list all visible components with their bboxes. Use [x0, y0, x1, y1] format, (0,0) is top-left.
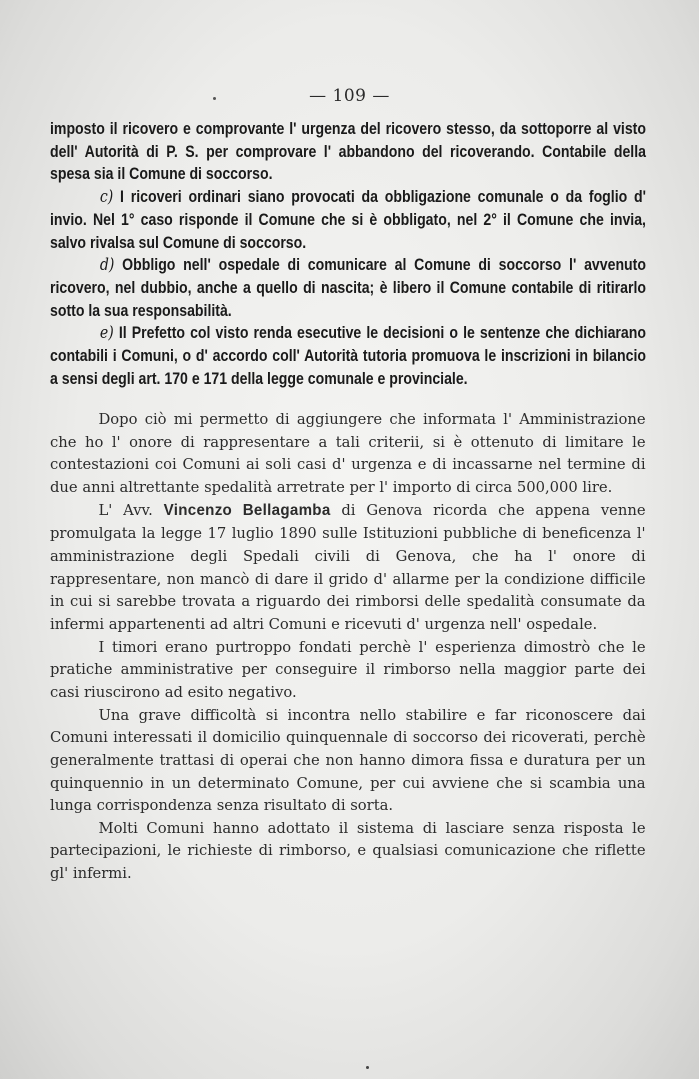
paragraph-item-e	[50, 322, 646, 390]
item-text-c: I ricoveri ordinari siano provocati da obbligazione comunale o da foglio d' invio. Nel 1° caso risponde il Comune che si è obbligato, nel 2° il Comune che invia, salvo rivalsa sul Comune di soccorso.	[50, 188, 646, 252]
speaker-name: Vincenzo Bellagamba	[163, 501, 331, 519]
paragraph-body-1: Dopo ciò mi permetto di aggiungere che informata l' Amministrazione che ho l' onore di rappresentare a tali criterii, si è ottenuto di limitare le contestazioni coi Comuni ai soli casi d' urgenza e di incassarne nel termine di due anni altrettante spedalità arretrate per l' importo di circa 500,000 lire.	[50, 410, 646, 496]
page-number: — 109 —	[309, 86, 390, 106]
item-label-e: e)	[99, 323, 114, 343]
paragraph-body-5: Molti Comuni hanno adottato il sistema di lasciare senza risposta le partecipazioni, le richieste di rimborso, e qualsiasi comunicazione che riflette gl' infermi.	[50, 818, 646, 883]
item-text-d: Obbligo nell' ospedale di comunicare al Comune di soccorso l' avvenuto ricovero, nel dubbio, anche a quello di nascita; è libero il Comune contabile di ritirarlo sotto la sua responsabilità.	[50, 256, 646, 320]
item-label-d: d)	[99, 255, 115, 275]
body-text-section	[50, 408, 646, 885]
paragraph-body-4: Una grave difficoltà si incontra nello stabilire e far riconoscere dai Comuni interessati il domicilio quinquennale di soccorso dei ricoverati, perchè generalmente trattasi di operai che non hanno dimora fissa e duratura per un quinquennio in un determinato Comune, per cui avviene che si scambia una lunga corrispondenza senza risultato di sorta.	[50, 705, 646, 815]
paragraph-item-d	[50, 254, 646, 322]
speaker-text: di Genova ricorda che appena venne promulgata la legge 17 luglio 1890 sulle Istituzioni pubbliche di beneficenza l' amministrazione degli Spedali civili di Genova, che ha l' onore di rappresentare, non mancò di dare il grido d' allarme per la condizione difficile in cui si sarebbe trovata a riguardo dei rimborsi delle spedalità consumate da infermi appartenenti ad altri Comuni e ricevuti d' urgenza nell' ospedale.	[50, 500, 646, 633]
speaker-prefix: L' Avv.	[98, 500, 164, 519]
item-text-e: Il Prefetto col visto renda esecutive le decisioni o le sentenze che dichiarano contabili i Comuni, o d' accordo coll' Autorità tutoria promuova le inscrizioni in bilancio a sensi degli art. 170 e 171 della legge comunale e provinciale.	[50, 324, 646, 388]
bold-proposals-section	[50, 118, 646, 390]
paragraph-body-2	[50, 499, 646, 636]
print-speck-bottom	[366, 1066, 369, 1069]
paragraph-body-3: I timori erano purtroppo fondati perchè l' esperienza dimostrò che le pratiche amministrative per conseguire il rimborso nella maggior parte dei casi riuscirono ad esito negativo.	[50, 637, 646, 701]
paragraph-item-c	[50, 186, 646, 254]
paragraph-continuation: imposto il ricovero e comprovante l' urgenza del ricovero stesso, da sottoporre al visto dell' Autorità di P. S. per comprovare l' abbandono del ricoverando. Contabile della spesa sia il Comune di soccorso.	[50, 120, 646, 184]
item-label-c: c)	[99, 187, 114, 207]
